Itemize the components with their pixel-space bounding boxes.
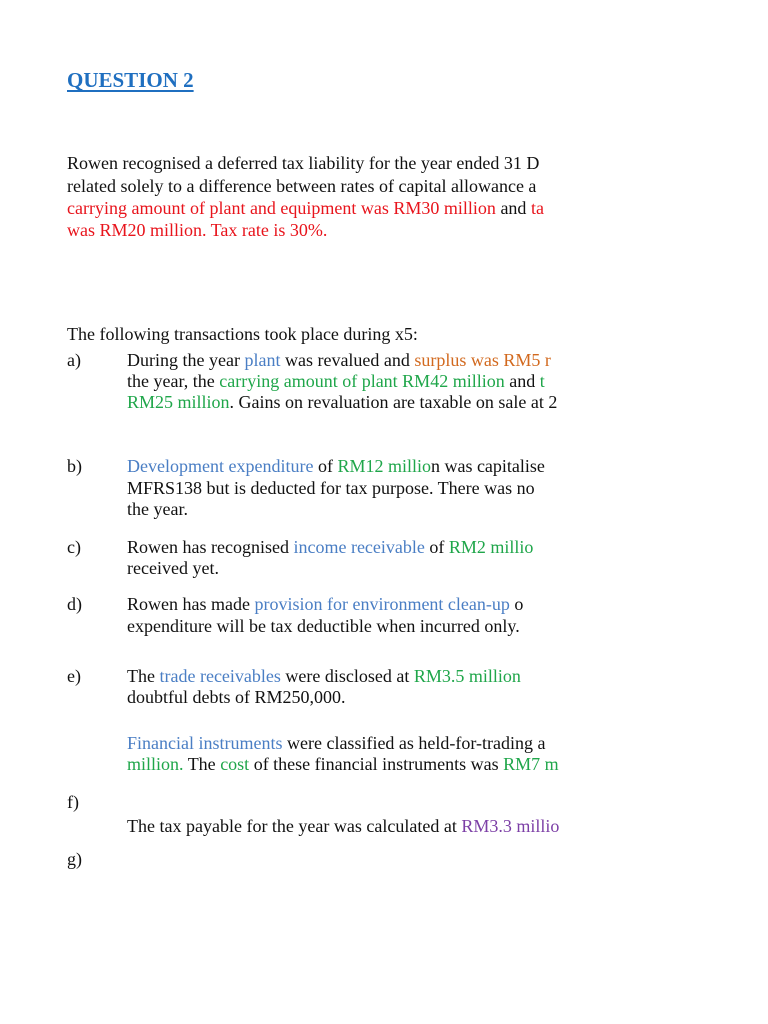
- item-b-line-3: the year.: [127, 499, 188, 519]
- item-d-line-2: expenditure will be tax deductible when incurred only.: [127, 616, 520, 636]
- item-e-rm7: RM7 m: [503, 754, 559, 774]
- item-b-line-1: [127, 455, 545, 477]
- intro-line-4: was RM20 million. Tax rate is 30%.: [67, 220, 328, 240]
- item-a-plant: plant: [244, 350, 281, 370]
- intro-line-1: Rowen recognised a deferred tax liability for the year ended 31 D: [67, 153, 540, 173]
- item-a-line-1: [127, 349, 551, 371]
- item-e-text: The: [127, 666, 160, 686]
- item-e-text: The: [183, 754, 221, 774]
- item-a-text: the year, the: [127, 371, 220, 391]
- item-e-cost: cost: [220, 754, 250, 774]
- item-e-rm35: RM3.5 million: [413, 666, 521, 686]
- item-a-surplus: surplus was RM5 r: [414, 350, 551, 370]
- item-f-text: The tax payable for the year was calculated at: [127, 816, 462, 836]
- item-e-marker: e): [67, 666, 81, 686]
- item-a-text: . Gains on revaluation are taxable on sale at 2: [229, 392, 558, 412]
- item-c-marker: c): [67, 537, 81, 557]
- question-title: QUESTION 2: [67, 68, 194, 92]
- item-b-line-2: MFRS138 but is deducted for tax purpose. There was no: [127, 478, 535, 498]
- item-c-line-1: [127, 536, 533, 558]
- item-b-rm12: RM12 millio: [337, 456, 431, 476]
- item-c-rm2: RM2 millio: [448, 537, 534, 557]
- item-a-text: and: [504, 371, 540, 391]
- item-c-text: Rowen has recognised: [127, 537, 294, 557]
- item-a-carrying-amount: carrying amount of plant RM42 million: [219, 371, 505, 391]
- item-e-text: of these financial instruments was: [249, 754, 504, 774]
- item-e-million: million.: [127, 754, 184, 774]
- item-e-para2-line-2: [127, 753, 559, 775]
- item-a-line-3: [127, 391, 557, 413]
- item-f-marker: f): [67, 792, 79, 812]
- transactions-intro: The following transactions took place during x5:: [67, 324, 418, 344]
- item-d-line-1: [127, 593, 523, 615]
- item-c-text: of: [424, 537, 449, 557]
- item-e-text: were disclosed at: [280, 666, 414, 686]
- item-e-text: were classified as held-for-trading a: [282, 733, 546, 753]
- item-e-line-1: [127, 665, 521, 687]
- item-d-text: Rowen has made: [127, 594, 255, 614]
- item-a-tax-base: t: [539, 371, 545, 391]
- intro-and-text: and: [495, 198, 531, 218]
- item-d-provision: provision for environment clean-up: [254, 594, 510, 614]
- item-f-line-1: [127, 815, 559, 837]
- item-a-line-2: [127, 370, 545, 392]
- intro-line-3: [67, 197, 544, 219]
- item-b-development-expenditure: Development expenditure: [127, 456, 314, 476]
- carrying-amount-text: carrying amount of plant and equipment was RM30 million: [67, 198, 496, 218]
- item-a-text: was revalued and: [280, 350, 415, 370]
- intro-line-2: related solely to a difference between rates of capital allowance a: [67, 176, 537, 196]
- item-g-marker: g): [67, 849, 82, 869]
- item-f-rm33: RM3.3 millio: [461, 816, 560, 836]
- item-c-income-receivable: income receivable: [293, 537, 425, 557]
- item-e-trade-receivables: trade receivables: [159, 666, 281, 686]
- item-b-marker: b): [67, 456, 82, 476]
- item-d-marker: d): [67, 594, 82, 614]
- item-b-text: n was capitalise: [430, 456, 545, 476]
- item-a-rm25: RM25 million: [127, 392, 230, 412]
- item-e-financial-instruments: Financial instruments: [127, 733, 283, 753]
- item-a-text: During the year: [127, 350, 245, 370]
- item-d-text: o: [509, 594, 524, 614]
- item-a-marker: a): [67, 350, 81, 370]
- item-b-text: of: [313, 456, 338, 476]
- tax-base-text: ta: [530, 198, 544, 218]
- item-c-line-2: received yet.: [127, 558, 219, 578]
- item-e-para2-line-1: [127, 732, 546, 754]
- item-e-line-2: doubtful debts of RM250,000.: [127, 687, 346, 707]
